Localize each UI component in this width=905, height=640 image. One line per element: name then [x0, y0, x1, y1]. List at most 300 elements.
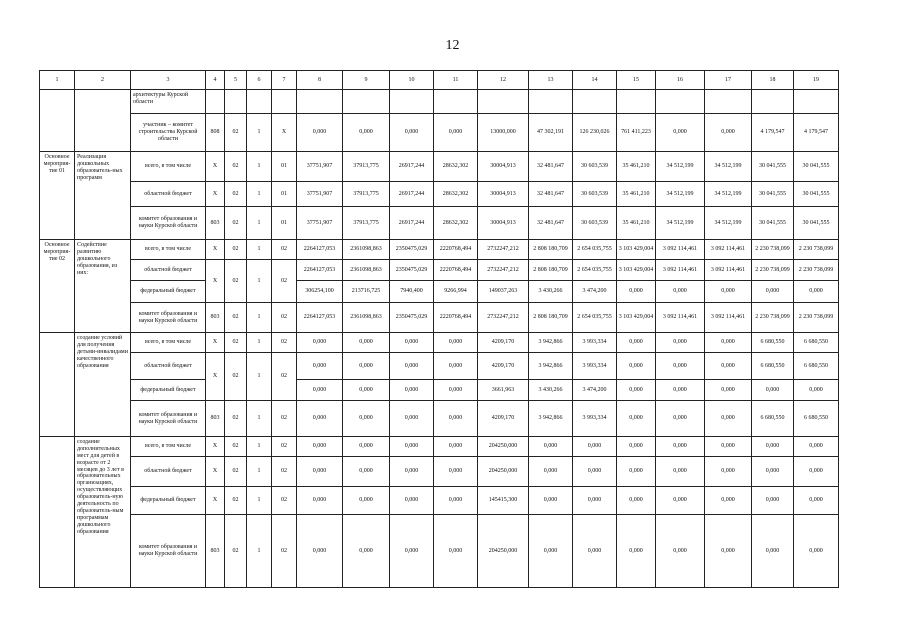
- value-cell: 0,000: [434, 401, 478, 437]
- value-cell: 0,000: [390, 515, 434, 588]
- table-row: [40, 487, 839, 515]
- value-cell: 35 461,210: [617, 207, 656, 240]
- value-cell: 213716,725: [343, 281, 390, 303]
- value-cell: 0,000: [617, 353, 656, 380]
- value-cell: 4 179,547: [794, 114, 839, 152]
- measure-title: Содействие развитию дошкольного образования, из них:: [75, 240, 131, 333]
- column-header: 18: [752, 71, 794, 90]
- value-cell: 02: [225, 114, 247, 152]
- value-cell: 37751,907: [297, 152, 343, 182]
- value-cell: 2361098,863: [343, 303, 390, 333]
- value-cell: 0,000: [343, 401, 390, 437]
- value-cell: 30 041,555: [752, 207, 794, 240]
- measure-code: [40, 437, 75, 588]
- value-cell: 0,000: [656, 114, 705, 152]
- value-cell: 3 430,266: [529, 281, 573, 303]
- value-cell: 0,000: [390, 333, 434, 353]
- value-cell: 0,000: [656, 487, 705, 515]
- value-cell: 9266,994: [434, 281, 478, 303]
- value-cell: 3 092 114,461: [656, 303, 705, 333]
- value-cell: 3661,963: [478, 380, 529, 401]
- value-cell: 0,000: [434, 515, 478, 588]
- value-cell: Х: [206, 457, 225, 487]
- value-cell: 0,000: [752, 487, 794, 515]
- header-row: [40, 71, 839, 90]
- value-cell: 0,000: [434, 437, 478, 457]
- value-cell: 3 103 429,004: [617, 260, 656, 281]
- value-cell: 32 481,647: [529, 207, 573, 240]
- value-cell: 2350475,029: [390, 303, 434, 333]
- value-cell: 0,000: [656, 281, 705, 303]
- value-cell: 803: [206, 515, 225, 588]
- column-header: 13: [529, 71, 573, 90]
- value-cell: 0,000: [794, 281, 839, 303]
- table-row: [40, 515, 839, 588]
- value-cell: 4209,170: [478, 353, 529, 380]
- budget-table: [39, 70, 839, 588]
- value-cell: 0,000: [794, 437, 839, 457]
- measure-code: Основное мероприя-тие 01: [40, 152, 75, 240]
- value-cell: 6 680,550: [794, 333, 839, 353]
- value-cell: 0,000: [573, 457, 617, 487]
- code-cell: 02: [225, 260, 247, 303]
- value-cell: 1: [247, 303, 272, 333]
- table-row: [40, 380, 839, 401]
- value-cell: 0,000: [705, 457, 752, 487]
- value-cell: 34 512,199: [656, 152, 705, 182]
- value-cell: 0,000: [434, 333, 478, 353]
- column-header: 19: [794, 71, 839, 90]
- value-cell: 2 808 180,709: [529, 303, 573, 333]
- table-row: [40, 401, 839, 437]
- column-header: 16: [656, 71, 705, 90]
- value-cell: 2 230 738,099: [794, 260, 839, 281]
- value-cell: 3 942,866: [529, 353, 573, 380]
- value-cell: 803: [206, 401, 225, 437]
- value-cell: 0,000: [752, 437, 794, 457]
- value-cell: 01: [272, 152, 297, 182]
- value-cell: 6 680,550: [752, 401, 794, 437]
- value-cell: 761 411,223: [617, 114, 656, 152]
- value-cell: 37751,907: [297, 182, 343, 207]
- value-cell: 34 512,199: [705, 207, 752, 240]
- value-cell: 0,000: [617, 515, 656, 588]
- value-cell: 0,000: [794, 457, 839, 487]
- value-cell: 0,000: [705, 401, 752, 437]
- measure-title: создание условий для получения детьми-инвалидами качественного образования: [75, 333, 131, 437]
- value-cell: 0,000: [390, 437, 434, 457]
- value-cell: 0,000: [390, 401, 434, 437]
- measure-code: Основное мероприя-тие 02: [40, 240, 75, 333]
- value-cell: 0,000: [297, 515, 343, 588]
- value-cell: 0,000: [343, 380, 390, 401]
- value-cell: 0,000: [656, 515, 705, 588]
- value-cell: 0,000: [617, 487, 656, 515]
- value-cell: 1: [247, 515, 272, 588]
- value-cell: 0,000: [705, 380, 752, 401]
- value-cell: 32 481,647: [529, 152, 573, 182]
- value-cell: 3 942,866: [529, 333, 573, 353]
- value-cell: 2 654 035,755: [573, 260, 617, 281]
- value-cell: 0,000: [617, 437, 656, 457]
- value-cell: 0,000: [705, 281, 752, 303]
- measure-title: Реализация дошкольных образователь-ных программ: [75, 152, 131, 240]
- value-cell: 0,000: [434, 353, 478, 380]
- column-header: 9: [343, 71, 390, 90]
- value-cell: 28632,302: [434, 152, 478, 182]
- value-cell: 1: [247, 152, 272, 182]
- value-cell: 0,000: [529, 457, 573, 487]
- value-cell: 0,000: [656, 353, 705, 380]
- value-cell: 0,000: [794, 515, 839, 588]
- value-cell: 1: [247, 182, 272, 207]
- value-cell: 0,000: [434, 114, 478, 152]
- value-cell: 0,000: [794, 380, 839, 401]
- value-cell: 02: [272, 515, 297, 588]
- value-cell: 30 041,555: [752, 152, 794, 182]
- value-cell: 1: [247, 240, 272, 260]
- value-cell: 0,000: [343, 114, 390, 152]
- value-cell: 2220768,494: [434, 240, 478, 260]
- page-number: 12: [445, 38, 460, 53]
- value-cell: Х: [206, 152, 225, 182]
- value-cell: 4209,170: [478, 401, 529, 437]
- value-cell: Х: [206, 437, 225, 457]
- column-header: 17: [705, 71, 752, 90]
- value-cell: 02: [225, 152, 247, 182]
- row-label: участник – комитет строительства Курской области: [131, 114, 206, 152]
- column-header: 3: [131, 71, 206, 90]
- value-cell: 02: [225, 437, 247, 457]
- code-cell: Х: [206, 353, 225, 401]
- code-cell: 02: [272, 260, 297, 303]
- value-cell: 0,000: [705, 353, 752, 380]
- value-cell: 0,000: [656, 380, 705, 401]
- value-cell: 0,000: [297, 457, 343, 487]
- value-cell: 0,000: [705, 515, 752, 588]
- value-cell: 0,000: [343, 457, 390, 487]
- value-cell: Х: [206, 240, 225, 260]
- value-cell: 808: [206, 114, 225, 152]
- value-cell: 1: [247, 457, 272, 487]
- value-cell: 02: [225, 182, 247, 207]
- value-cell: 0,000: [390, 457, 434, 487]
- value-cell: 0,000: [573, 437, 617, 457]
- value-cell: 1: [247, 401, 272, 437]
- code-cell: 1: [247, 353, 272, 401]
- value-cell: 30004,913: [478, 152, 529, 182]
- column-header: 8: [297, 71, 343, 90]
- value-cell: 2732247,212: [478, 260, 529, 281]
- value-cell: 0,000: [434, 457, 478, 487]
- value-cell: 0,000: [752, 457, 794, 487]
- row-label: комитет образования и науки Курской области: [131, 303, 206, 333]
- value-cell: 2264127,053: [297, 303, 343, 333]
- value-cell: 02: [225, 240, 247, 260]
- value-cell: 0,000: [297, 333, 343, 353]
- value-cell: 204250,000: [478, 457, 529, 487]
- value-cell: 1: [247, 114, 272, 152]
- value-cell: 0,000: [617, 380, 656, 401]
- value-cell: 0,000: [343, 333, 390, 353]
- value-cell: 2350475,029: [390, 260, 434, 281]
- value-cell: 3 993,334: [573, 353, 617, 380]
- value-cell: 2 230 738,099: [752, 303, 794, 333]
- value-cell: 803: [206, 303, 225, 333]
- value-cell: 0,000: [617, 401, 656, 437]
- value-cell: 30 041,555: [794, 182, 839, 207]
- value-cell: 1: [247, 333, 272, 353]
- measure-title: создание дополнительных мест для детей в возрасте от 2 месяцев до 3 лет в образовательных организациях, осуществляющих образователь-ную деятельность по образователь-ным программам дошкольного образования: [75, 437, 131, 588]
- value-cell: 0,000: [529, 487, 573, 515]
- value-cell: 0,000: [794, 487, 839, 515]
- value-cell: 2 808 180,709: [529, 260, 573, 281]
- table-row: [40, 152, 839, 182]
- value-cell: 6 680,550: [752, 353, 794, 380]
- value-cell: 204250,000: [478, 515, 529, 588]
- table-row: [40, 303, 839, 333]
- table-row: [40, 90, 839, 114]
- value-cell: 37913,775: [343, 182, 390, 207]
- row-label: комитет образования и науки Курской области: [131, 207, 206, 240]
- value-cell: 02: [225, 333, 247, 353]
- value-cell: 3 092 114,461: [705, 240, 752, 260]
- value-cell: 02: [272, 333, 297, 353]
- value-cell: 3 092 114,461: [656, 240, 705, 260]
- value-cell: 0,000: [529, 515, 573, 588]
- table-row: [40, 260, 839, 281]
- value-cell: 3 474,200: [573, 281, 617, 303]
- value-cell: 30 603,539: [573, 182, 617, 207]
- value-cell: 204250,000: [478, 437, 529, 457]
- value-cell: 02: [225, 487, 247, 515]
- value-cell: 02: [272, 303, 297, 333]
- row-label: всего, в том числе: [131, 240, 206, 260]
- row-label: архитектуры Курской области: [131, 90, 206, 114]
- value-cell: 2 654 035,755: [573, 240, 617, 260]
- value-cell: 02: [272, 487, 297, 515]
- value-cell: 1: [247, 487, 272, 515]
- value-cell: 0,000: [390, 114, 434, 152]
- value-cell: 2350475,029: [390, 240, 434, 260]
- value-cell: 02: [272, 401, 297, 437]
- table-row: [40, 114, 839, 152]
- value-cell: Х: [272, 114, 297, 152]
- column-header: 1: [40, 71, 75, 90]
- value-cell: 3 993,334: [573, 401, 617, 437]
- table-row: [40, 333, 839, 353]
- table-row: [40, 182, 839, 207]
- value-cell: 0,000: [297, 353, 343, 380]
- value-cell: 4209,170: [478, 333, 529, 353]
- value-cell: 01: [272, 182, 297, 207]
- value-cell: 0,000: [656, 437, 705, 457]
- value-cell: 35 461,210: [617, 182, 656, 207]
- code-cell: 02: [272, 353, 297, 401]
- value-cell: 2264127,053: [297, 260, 343, 281]
- column-header: 15: [617, 71, 656, 90]
- row-label: областной бюджет: [131, 260, 206, 281]
- value-cell: 0,000: [297, 401, 343, 437]
- value-cell: 2 230 738,099: [794, 240, 839, 260]
- value-cell: 0,000: [656, 401, 705, 437]
- value-cell: 0,000: [297, 437, 343, 457]
- value-cell: 2 230 738,099: [794, 303, 839, 333]
- value-cell: 28632,302: [434, 182, 478, 207]
- value-cell: 0,000: [573, 515, 617, 588]
- column-header: 2: [75, 71, 131, 90]
- value-cell: 0,000: [656, 333, 705, 353]
- value-cell: 02: [272, 437, 297, 457]
- column-header: 5: [225, 71, 247, 90]
- value-cell: 02: [225, 401, 247, 437]
- value-cell: 7940,400: [390, 281, 434, 303]
- value-cell: 2 230 738,099: [752, 260, 794, 281]
- row-label: областной бюджет: [131, 182, 206, 207]
- value-cell: 3 092 114,461: [656, 260, 705, 281]
- value-cell: 1: [247, 207, 272, 240]
- value-cell: 3 993,334: [573, 333, 617, 353]
- value-cell: 2220768,494: [434, 260, 478, 281]
- value-cell: 0,000: [705, 437, 752, 457]
- value-cell: 30004,913: [478, 207, 529, 240]
- value-cell: 3 103 429,004: [617, 303, 656, 333]
- value-cell: 126 230,026: [573, 114, 617, 152]
- column-header: 7: [272, 71, 297, 90]
- value-cell: 0,000: [705, 487, 752, 515]
- code-cell: 1: [247, 260, 272, 303]
- value-cell: Х: [206, 487, 225, 515]
- value-cell: 0,000: [434, 487, 478, 515]
- value-cell: 0,000: [297, 114, 343, 152]
- value-cell: 2 808 180,709: [529, 240, 573, 260]
- value-cell: 0,000: [434, 380, 478, 401]
- row-label: всего, в том числе: [131, 437, 206, 457]
- value-cell: 0,000: [297, 487, 343, 515]
- value-cell: 1: [247, 437, 272, 457]
- value-cell: 0,000: [617, 457, 656, 487]
- value-cell: 0,000: [343, 437, 390, 457]
- value-cell: 6 680,550: [752, 333, 794, 353]
- value-cell: 30 603,539: [573, 152, 617, 182]
- value-cell: 0,000: [390, 487, 434, 515]
- value-cell: 0,000: [705, 333, 752, 353]
- value-cell: 0,000: [752, 380, 794, 401]
- value-cell: 306254,100: [297, 281, 343, 303]
- value-cell: 02: [272, 240, 297, 260]
- value-cell: 3 474,200: [573, 380, 617, 401]
- value-cell: Х: [206, 182, 225, 207]
- value-cell: 30004,913: [478, 182, 529, 207]
- row-label: федеральный бюджет: [131, 380, 206, 401]
- measure-code: [40, 333, 75, 437]
- value-cell: 01: [272, 207, 297, 240]
- row-label: комитет образования и науки Курской области: [131, 401, 206, 437]
- value-cell: 149037,263: [478, 281, 529, 303]
- code-cell: 02: [225, 353, 247, 401]
- value-cell: 0,000: [390, 353, 434, 380]
- value-cell: 30 041,555: [794, 152, 839, 182]
- value-cell: Х: [206, 333, 225, 353]
- value-cell: 34 512,199: [656, 207, 705, 240]
- value-cell: 0,000: [656, 457, 705, 487]
- value-cell: 02: [225, 515, 247, 588]
- table-row: [40, 437, 839, 457]
- value-cell: 0,000: [752, 515, 794, 588]
- value-cell: 6 680,550: [794, 353, 839, 380]
- row-label: федеральный бюджет: [131, 281, 206, 303]
- value-cell: 2 230 738,099: [752, 240, 794, 260]
- value-cell: 02: [225, 303, 247, 333]
- row-label: областной бюджет: [131, 353, 206, 380]
- value-cell: 30 041,555: [752, 182, 794, 207]
- column-header: 4: [206, 71, 225, 90]
- value-cell: 2264127,053: [297, 240, 343, 260]
- value-cell: 2220768,494: [434, 303, 478, 333]
- value-cell: 02: [272, 457, 297, 487]
- value-cell: 28632,302: [434, 207, 478, 240]
- value-cell: 35 461,210: [617, 152, 656, 182]
- row-label: комитет образования и науки Курской области: [131, 515, 206, 588]
- value-cell: 26917,244: [390, 152, 434, 182]
- value-cell: 30 041,555: [794, 207, 839, 240]
- value-cell: 0,000: [390, 380, 434, 401]
- value-cell: 13000,000: [478, 114, 529, 152]
- row-label: всего, в том числе: [131, 333, 206, 353]
- value-cell: 32 481,647: [529, 182, 573, 207]
- value-cell: 6 680,550: [794, 401, 839, 437]
- value-cell: 2732247,212: [478, 240, 529, 260]
- row-label: областной бюджет: [131, 457, 206, 487]
- value-cell: 30 603,539: [573, 207, 617, 240]
- value-cell: 26917,244: [390, 182, 434, 207]
- value-cell: 02: [225, 457, 247, 487]
- table-row: [40, 353, 839, 380]
- column-header: 11: [434, 71, 478, 90]
- value-cell: 34 512,199: [656, 182, 705, 207]
- table-row: [40, 281, 839, 303]
- value-cell: 0,000: [343, 515, 390, 588]
- table-row: [40, 240, 839, 260]
- value-cell: 4 179,547: [752, 114, 794, 152]
- value-cell: 37913,775: [343, 207, 390, 240]
- value-cell: 0,000: [617, 333, 656, 353]
- value-cell: 0,000: [529, 437, 573, 457]
- table-row: [40, 457, 839, 487]
- value-cell: 2361098,863: [343, 260, 390, 281]
- value-cell: 3 092 114,461: [705, 303, 752, 333]
- value-cell: 3 942,866: [529, 401, 573, 437]
- value-cell: 2 654 035,755: [573, 303, 617, 333]
- value-cell: 3 430,266: [529, 380, 573, 401]
- value-cell: 26917,244: [390, 207, 434, 240]
- value-cell: 2732247,212: [478, 303, 529, 333]
- column-header: 14: [573, 71, 617, 90]
- value-cell: 0,000: [573, 487, 617, 515]
- column-header: 10: [390, 71, 434, 90]
- column-header: 12: [478, 71, 529, 90]
- value-cell: 145415,300: [478, 487, 529, 515]
- value-cell: 2361098,863: [343, 240, 390, 260]
- value-cell: 0,000: [705, 114, 752, 152]
- value-cell: 0,000: [297, 380, 343, 401]
- value-cell: 37913,775: [343, 152, 390, 182]
- table-row: [40, 207, 839, 240]
- value-cell: 34 512,199: [705, 182, 752, 207]
- value-cell: 02: [225, 207, 247, 240]
- row-label: всего, в том числе: [131, 152, 206, 182]
- value-cell: 0,000: [752, 281, 794, 303]
